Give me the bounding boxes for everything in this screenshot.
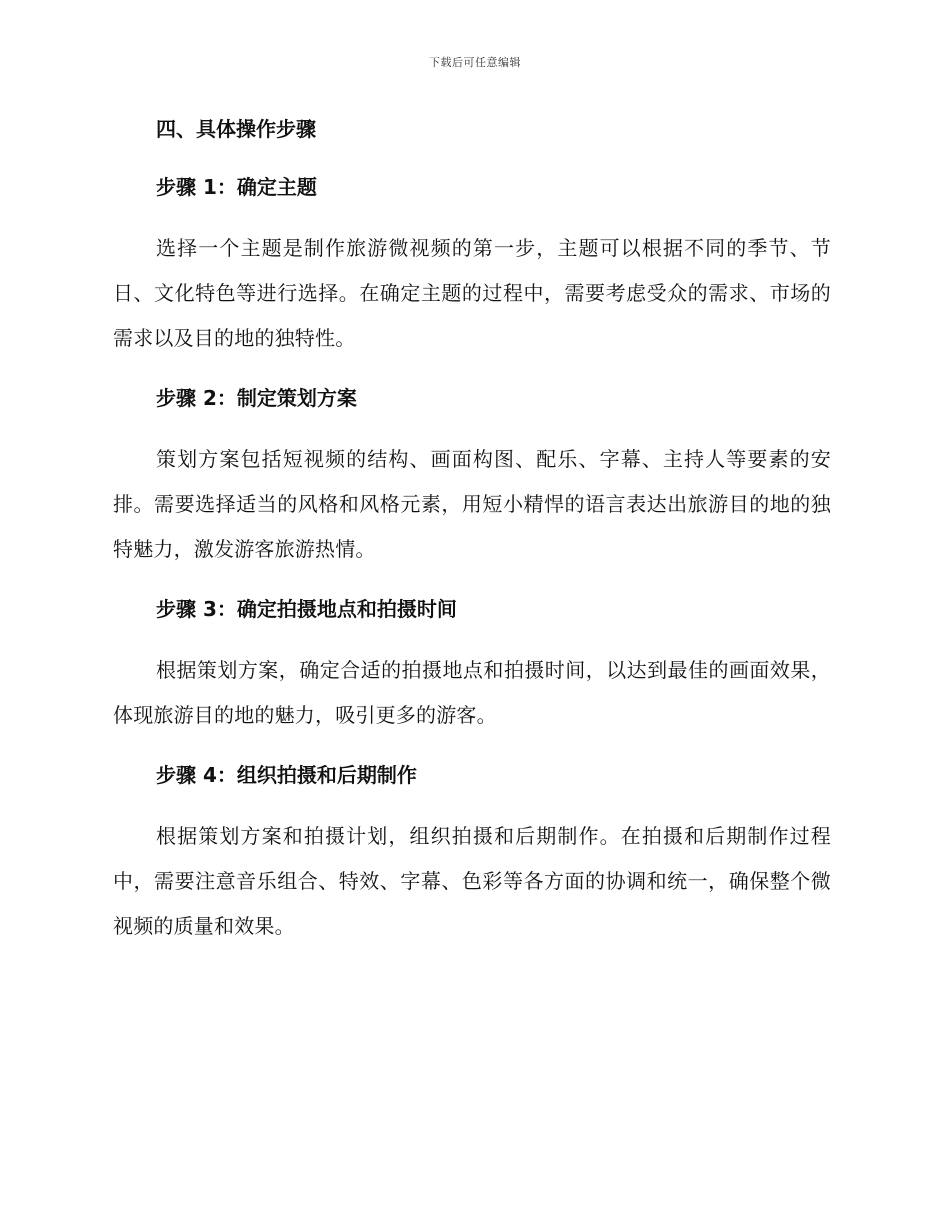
step-1-paragraph: 选择一个主题是制作旅游微视频的第一步，主题可以根据不同的季节、节日、文化特色等进行选择。在确定主题的过程中，需要考虑受众的需求、市场的需求以及目的地的独特性。 (113, 236, 831, 350)
step-4-heading: 步骤 4：组织拍摄和后期制作 (156, 763, 417, 787)
step-2-paragraph: 策划方案包括短视频的结构、画面构图、配乐、字幕、主持人等要素的安排。需要选择适当的风格和风格元素，用短小精悍的语言表达出旅游目的地的独特魅力，激发游客旅游热情。 (113, 447, 831, 561)
step-1-heading: 步骤 1：确定主题 (156, 175, 317, 199)
step-3-paragraph: 根据策划方案，确定合适的拍摄地点和拍摄时间，以达到最佳的画面效果，体现旅游目的地的魅力，吸引更多的游客。 (113, 658, 831, 727)
step-2-heading: 步骤 2：制定策划方案 (156, 386, 357, 410)
step-4-paragraph: 根据策划方案和拍摄计划，组织拍摄和后期制作。在拍摄和后期制作过程中，需要注意音乐组合、特效、字幕、色彩等各方面的协调和统一，确保整个微视频的质量和效果。 (113, 824, 831, 938)
document-body (113, 112, 831, 969)
step-3-heading: 步骤 3：确定拍摄地点和拍摄时间 (156, 597, 457, 621)
page-header: 下载后可任意编辑 (429, 56, 521, 69)
section-title: 四、具体操作步骤 (156, 117, 316, 141)
